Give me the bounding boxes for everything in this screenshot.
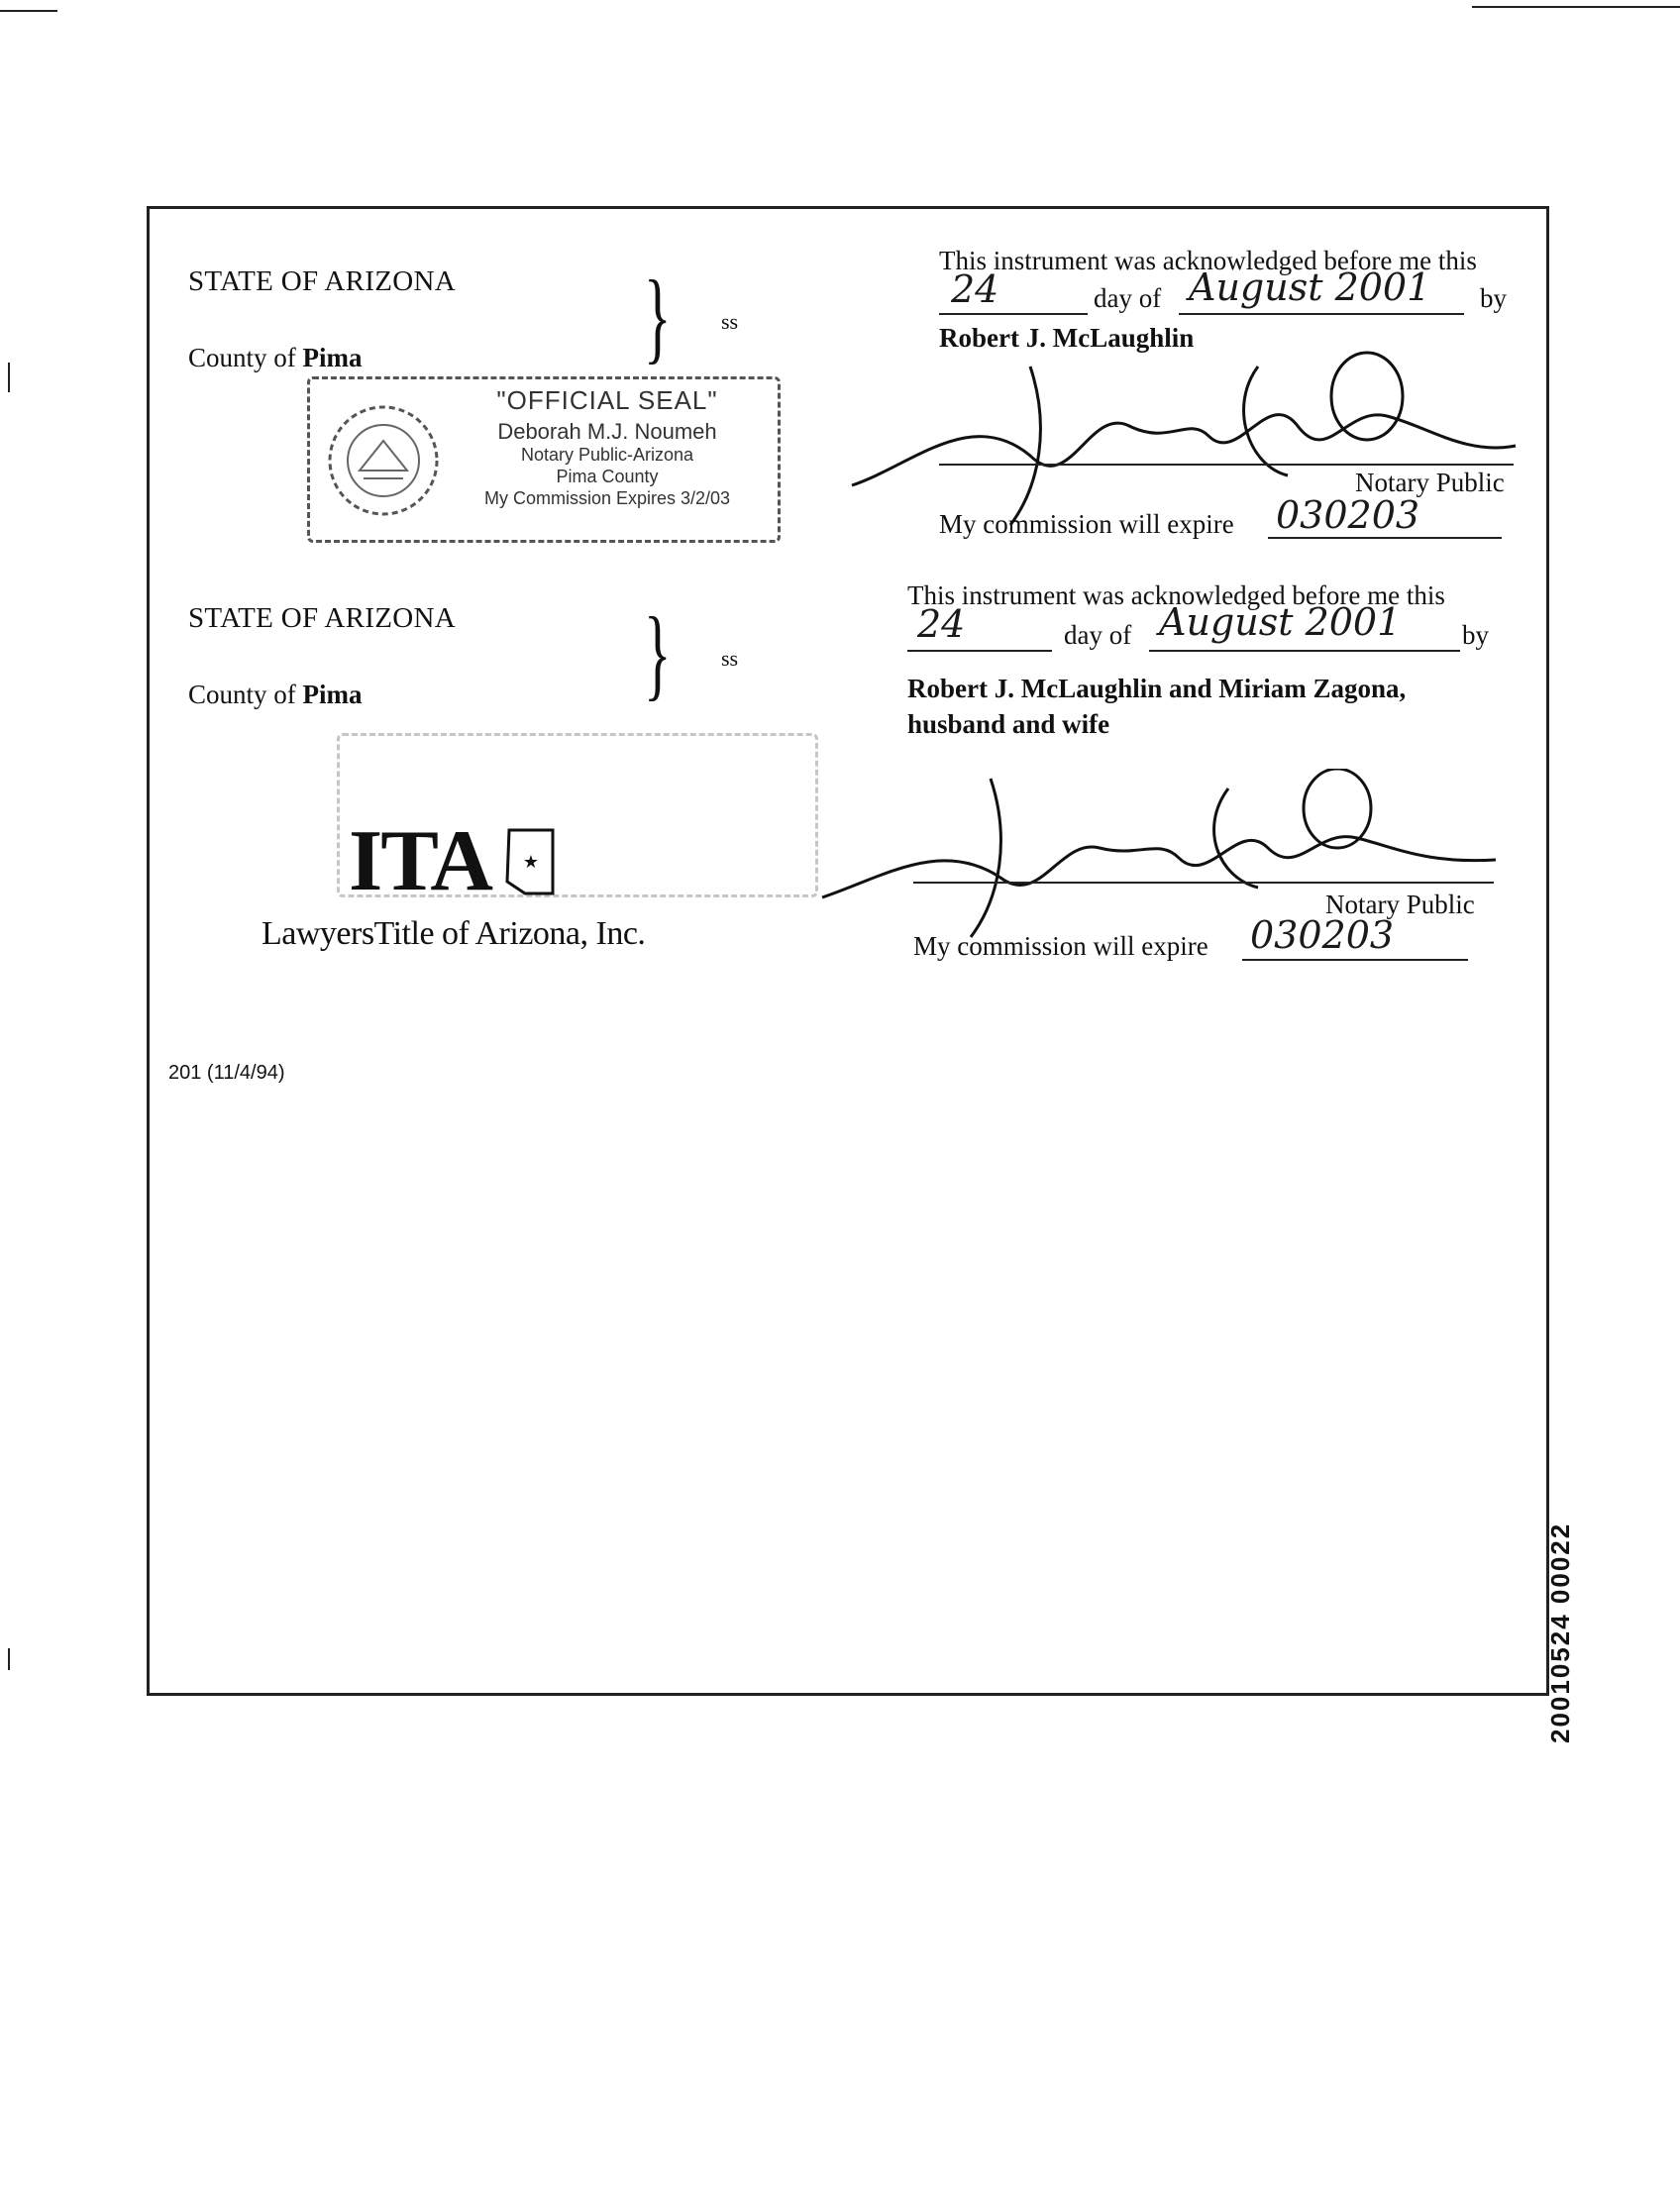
top-right-scan-mark	[1472, 6, 1680, 8]
recording-stamp: 20010524 00022	[1545, 1521, 1575, 1743]
state-heading: STATE OF ARIZONA	[188, 265, 456, 297]
seal-notary-title: Notary Public-Arizona	[520, 445, 694, 465]
seal-notary-name: Deborah M.J. Noumeh	[497, 419, 717, 444]
seal-expiration: My Commission Expires 3/2/03	[483, 488, 731, 508]
acknowledgment-text: This instrument was acknowledged before me this	[907, 580, 1445, 610]
month-underline	[1149, 650, 1460, 652]
by-label: by	[1462, 620, 1489, 650]
expire-underline	[1268, 537, 1502, 539]
acknowledging-party: Robert J. McLaughlin	[939, 323, 1195, 353]
commission-label: My commission will expire	[913, 931, 1208, 961]
ss-label: ss	[721, 646, 739, 671]
county-name: Pima	[302, 343, 363, 372]
section-brace: }	[644, 596, 672, 710]
day-underline	[907, 650, 1052, 652]
company-name: LawyersTitle of Arizona, Inc.	[262, 915, 646, 952]
expire-date-handwritten: 030203	[1250, 913, 1395, 957]
notary-public-label: Notary Public	[1355, 468, 1505, 497]
notary-public-label: Notary Public	[1325, 890, 1475, 919]
county-label: County of	[188, 343, 303, 372]
expire-underline	[1242, 959, 1468, 961]
state-seal-emblem	[324, 401, 443, 520]
month-underline	[1179, 313, 1464, 315]
form-number: 201 (11/4/94)	[168, 1062, 285, 1084]
svg-text:★: ★	[522, 852, 540, 872]
ita-logo-letters: ITA	[349, 813, 491, 909]
state-heading: STATE OF ARIZONA	[188, 602, 456, 634]
day-of-label: day of	[1064, 620, 1132, 650]
seal-title: "OFFICIAL SEAL"	[496, 385, 718, 415]
county-line	[188, 343, 363, 373]
seal-county: Pima County	[556, 467, 659, 486]
by-label: by	[1480, 283, 1507, 313]
signature-line	[913, 882, 1494, 884]
arizona-map-icon	[503, 826, 559, 897]
top-left-scan-mark	[0, 10, 57, 12]
signature-line	[939, 464, 1514, 466]
ss-label: ss	[721, 309, 739, 334]
commission-label: My commission will expire	[939, 509, 1234, 539]
day-handwritten: 24	[951, 267, 999, 311]
acknowledging-parties: Robert J. McLaughlin and Miriam Zagona,	[907, 674, 1407, 703]
county-line	[188, 680, 363, 710]
section-brace: }	[644, 260, 672, 373]
left-margin-mark	[8, 1648, 10, 1670]
day-underline	[939, 313, 1088, 315]
county-label: County of	[188, 680, 303, 709]
month-year-handwritten: August 2001	[1159, 600, 1402, 644]
month-year-handwritten: August 2001	[1189, 265, 1431, 309]
notary-seal	[307, 376, 781, 543]
acknowledgment-text: This instrument was acknowledged before me this	[939, 246, 1477, 275]
acknowledging-parties-relation: husband and wife	[907, 709, 1110, 739]
day-handwritten: 24	[917, 602, 966, 646]
left-margin-mark	[8, 363, 10, 392]
county-name: Pima	[302, 680, 363, 709]
expire-date-handwritten: 030203	[1276, 493, 1420, 537]
day-of-label: day of	[1094, 283, 1162, 313]
